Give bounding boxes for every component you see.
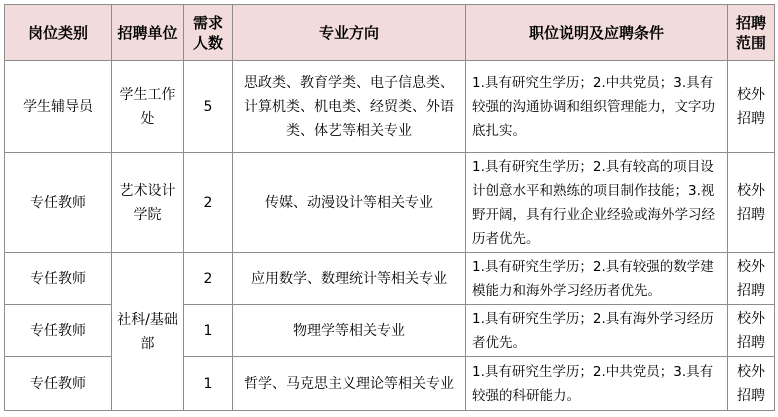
cell-major: 哲学、马克思主义理论等相关专业 <box>233 357 466 411</box>
cell-major: 物理学等相关专业 <box>233 305 466 357</box>
cell-unit: 艺术设计学院 <box>112 153 184 253</box>
table-row <box>5 153 775 253</box>
cell-unit: 社科/基础部 <box>112 253 184 411</box>
cell-count: 1 <box>184 305 233 357</box>
cell-scope: 校外招聘 <box>728 153 775 253</box>
cell-scope: 校外招聘 <box>728 253 775 305</box>
cell-count: 2 <box>184 153 233 253</box>
cell-count: 5 <box>184 61 233 153</box>
cell-count: 1 <box>184 357 233 411</box>
cell-scope: 校外招聘 <box>728 61 775 153</box>
header-count: 需求人数 <box>184 5 233 61</box>
table-row <box>5 253 775 305</box>
cell-requirements: 1.具有研究生学历；2.中共党员；3.具有较强的科研能力。 <box>466 357 728 411</box>
header-row <box>5 5 775 61</box>
cell-category: 专任教师 <box>5 253 112 305</box>
header-unit: 招聘单位 <box>112 5 184 61</box>
header-category: 岗位类别 <box>5 5 112 61</box>
cell-scope: 校外招聘 <box>728 305 775 357</box>
cell-category: 专任教师 <box>5 357 112 411</box>
cell-major: 应用数学、数理统计等相关专业 <box>233 253 466 305</box>
cell-major: 传媒、动漫设计等相关专业 <box>233 153 466 253</box>
cell-category: 专任教师 <box>5 305 112 357</box>
header-requirements: 职位说明及应聘条件 <box>466 5 728 61</box>
cell-category: 专任教师 <box>5 153 112 253</box>
cell-count: 2 <box>184 253 233 305</box>
cell-unit: 学生工作处 <box>112 61 184 153</box>
table-row <box>5 61 775 153</box>
header-major: 专业方向 <box>233 5 466 61</box>
cell-requirements: 1.具有研究生学历；2.具有较强的数学建模能力和海外学习经历者优先。 <box>466 253 728 305</box>
cell-requirements: 1.具有研究生学历；2.具有海外学习经历者优先。 <box>466 305 728 357</box>
recruitment-table <box>4 4 775 411</box>
cell-major: 思政类、教育学类、电子信息类、计算机类、机电类、经贸类、外语类、体艺等相关专业 <box>233 61 466 153</box>
cell-requirements: 1.具有研究生学历；2.中共党员；3.具有较强的沟通协调和组织管理能力，文字功底扎实。 <box>466 61 728 153</box>
cell-category: 学生辅导员 <box>5 61 112 153</box>
cell-requirements: 1.具有研究生学历；2.具有较高的项目设计创意水平和熟练的项目制作技能；3.视野开阔，具有行业企业经验或海外学习经历者优先。 <box>466 153 728 253</box>
cell-scope: 校外招聘 <box>728 357 775 411</box>
header-scope: 招聘范围 <box>728 5 775 61</box>
